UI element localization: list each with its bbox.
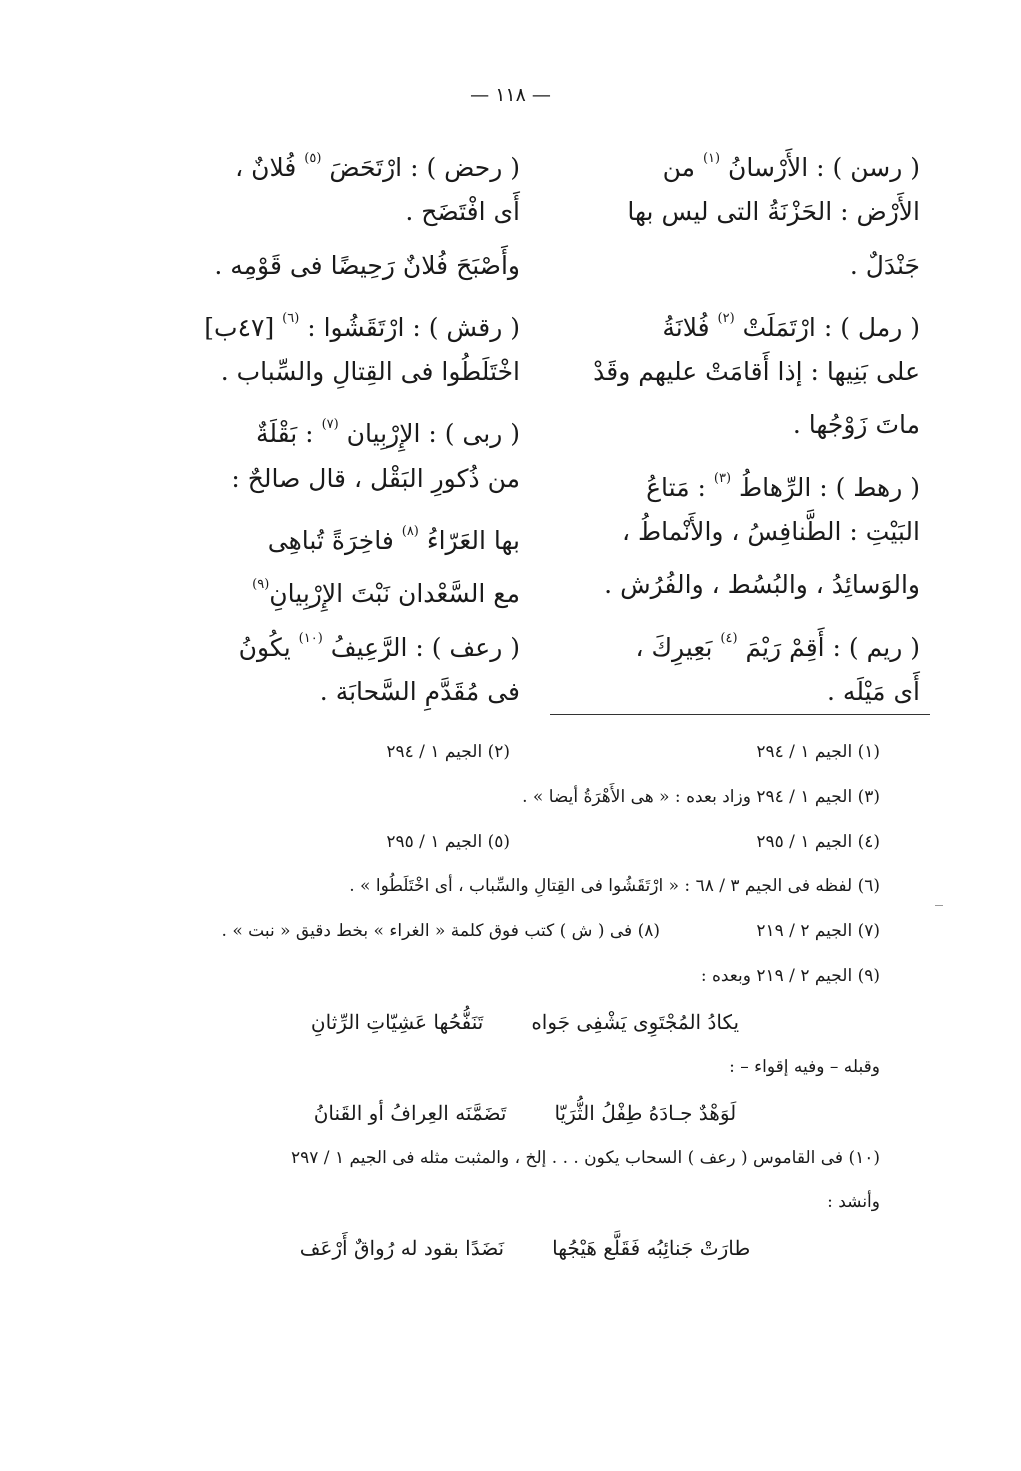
footnote-row [170, 909, 880, 954]
right-column [548, 132, 920, 718]
footnote: (٨) فى ( ش ) كتب فوق كلمة « الغراء » بخط دقيق « نبت » . [221, 921, 660, 942]
margin-mark [935, 905, 943, 906]
entry-line: والوَسائِدُ ، والبُسُط ، والفُرُش . [604, 570, 920, 600]
entry-line: أَى افْتَضَح . [405, 197, 520, 227]
entry-line: جَنْدَلٌ . [849, 250, 920, 280]
entry-line: ( رحض ) : ارْتَحَضَ $^{(٥)}$ فُلانٌ ، [235, 151, 520, 182]
entry-line: ( رسن ) : الأَرْسانُ $^{(١)}$ من [662, 151, 920, 182]
entry-line: ماتَ زَوْجُها . [792, 410, 920, 440]
footnote-divider [550, 714, 930, 715]
verse [170, 999, 880, 1045]
verse [170, 1090, 880, 1136]
footnote: (٢) الجيم ١ / ٢٩٤ [386, 742, 510, 762]
entry-line: بها العَرّاءُ $^{(٨)}$ فاخِرَةً تُباهِى [267, 524, 520, 556]
footnote: (٧) الجيم ٢ / ٢١٩ [756, 921, 880, 942]
footnote: وأنشد : [827, 1192, 880, 1213]
entry-line: ( رمل ) : ارْتَمَلَتْ $^{(٢)}$ فُلانَةُ [662, 310, 920, 342]
verse-second-hemistich: تَنَفُّحُها عَشِيّاتِ الرِّثانِ [310, 1009, 484, 1034]
page-number: — ١١٨ — [470, 84, 551, 106]
footnotes [170, 730, 880, 1271]
entry-line: أَى مَيْلَه . [827, 676, 920, 706]
footnote: (٣) الجيم ١ / ٢٩٤ وزاد بعده : « هى الأَهْرَةُ أيضا » . [522, 786, 880, 807]
verse-second-hemistich: تَضَمَّنَه العِرافُ أو القَنانُ [313, 1100, 507, 1125]
verse-second-hemistich: نَضَدًا بقود له رُواقٌ أَرْعَف [299, 1236, 505, 1261]
verse-first-hemistich: يكادُ المُجْتَوِى يَشْفِى جَواه [531, 1009, 740, 1034]
entry-line: فى مُقَدَّمِ السَّحابَة . [319, 676, 520, 706]
entry-line: البَيْتِ : الطَّنافِسُ ، والأَنْماطُ ، [622, 517, 920, 547]
footnote: (٩) الجيم ٢ / ٢١٩ وبعده : [700, 965, 880, 986]
left-column [180, 132, 520, 718]
entry-line: وأَصْبَحَ فُلانٌ رَحِيضًا فى قَوْمِه . [214, 250, 520, 280]
entry-line: ( رقش ) : ارْتَقَشُوا : $^{(٦)}$ [٤٧ب] [204, 310, 520, 342]
footnote-row [170, 820, 880, 865]
footnote: (٥) الجيم ١ / ٢٩٥ [386, 831, 510, 852]
verse [170, 1225, 880, 1271]
footnote: (١٠) فى القاموس ( رعف ) السحاب يكون . . . إلخ ، والمثبت مثله فى الجيم ١ / ٢٩٧ [290, 1147, 880, 1168]
footnote: (٦) لفظه فى الجيم ٣ / ٦٨ : « ارْتَقَشُوا فى القِتالِ والسِّباب ، أى اخْتَلَطُوا » . [349, 876, 880, 897]
verse-first-hemistich: طارَتْ جَنائِبُه فَقَلَّع هَيْجُها [552, 1236, 751, 1261]
footnote: (٤) الجيم ١ / ٢٩٥ [756, 831, 880, 852]
footnote: وقبله – وفيه إقواء – : [729, 1056, 880, 1077]
entry-line: من ذُكورِ البَقْل ، قال صالحٌ : [231, 463, 520, 493]
verse-first-hemistich: لَوَهْدٌ جـادَهُ طِفْلُ الثُّرَيّا [554, 1100, 737, 1125]
entry-line: ( رعف ) : الرَّعِيفُ $^{(١٠)}$ يكُونُ [238, 630, 520, 662]
entry-line: على بَنِيها : إذا أَقامَتْ عليهم وقَدْ [593, 357, 920, 387]
footnote-row [170, 730, 880, 775]
entry-line: ( ربى ) : الإِرْبِيان $^{(٧)}$ : بَقْلَةٌ [255, 417, 520, 449]
entry-line: اخْتَلَطُوا فى القِتالِ والسِّباب . [220, 357, 520, 387]
entry-line: ( ريم ) : أَقِمْ رَيْمَ $^{(٤)}$ بَعِيرِكَ ، [635, 630, 920, 662]
entry-line: ( رهط ) : الرِّهاطُ $^{(٣)}$ : مَتاعُ [646, 470, 920, 502]
entry-line: الأَرْض : الحَزْنَةُ التى ليس بها [627, 197, 920, 227]
footnote: (١) الجيم ١ / ٢٩٤ [756, 742, 880, 762]
entry-line: مع السَّعْدان نَبْتَ الإِرْبِيانِ$^{(٩)}$ [252, 577, 520, 609]
